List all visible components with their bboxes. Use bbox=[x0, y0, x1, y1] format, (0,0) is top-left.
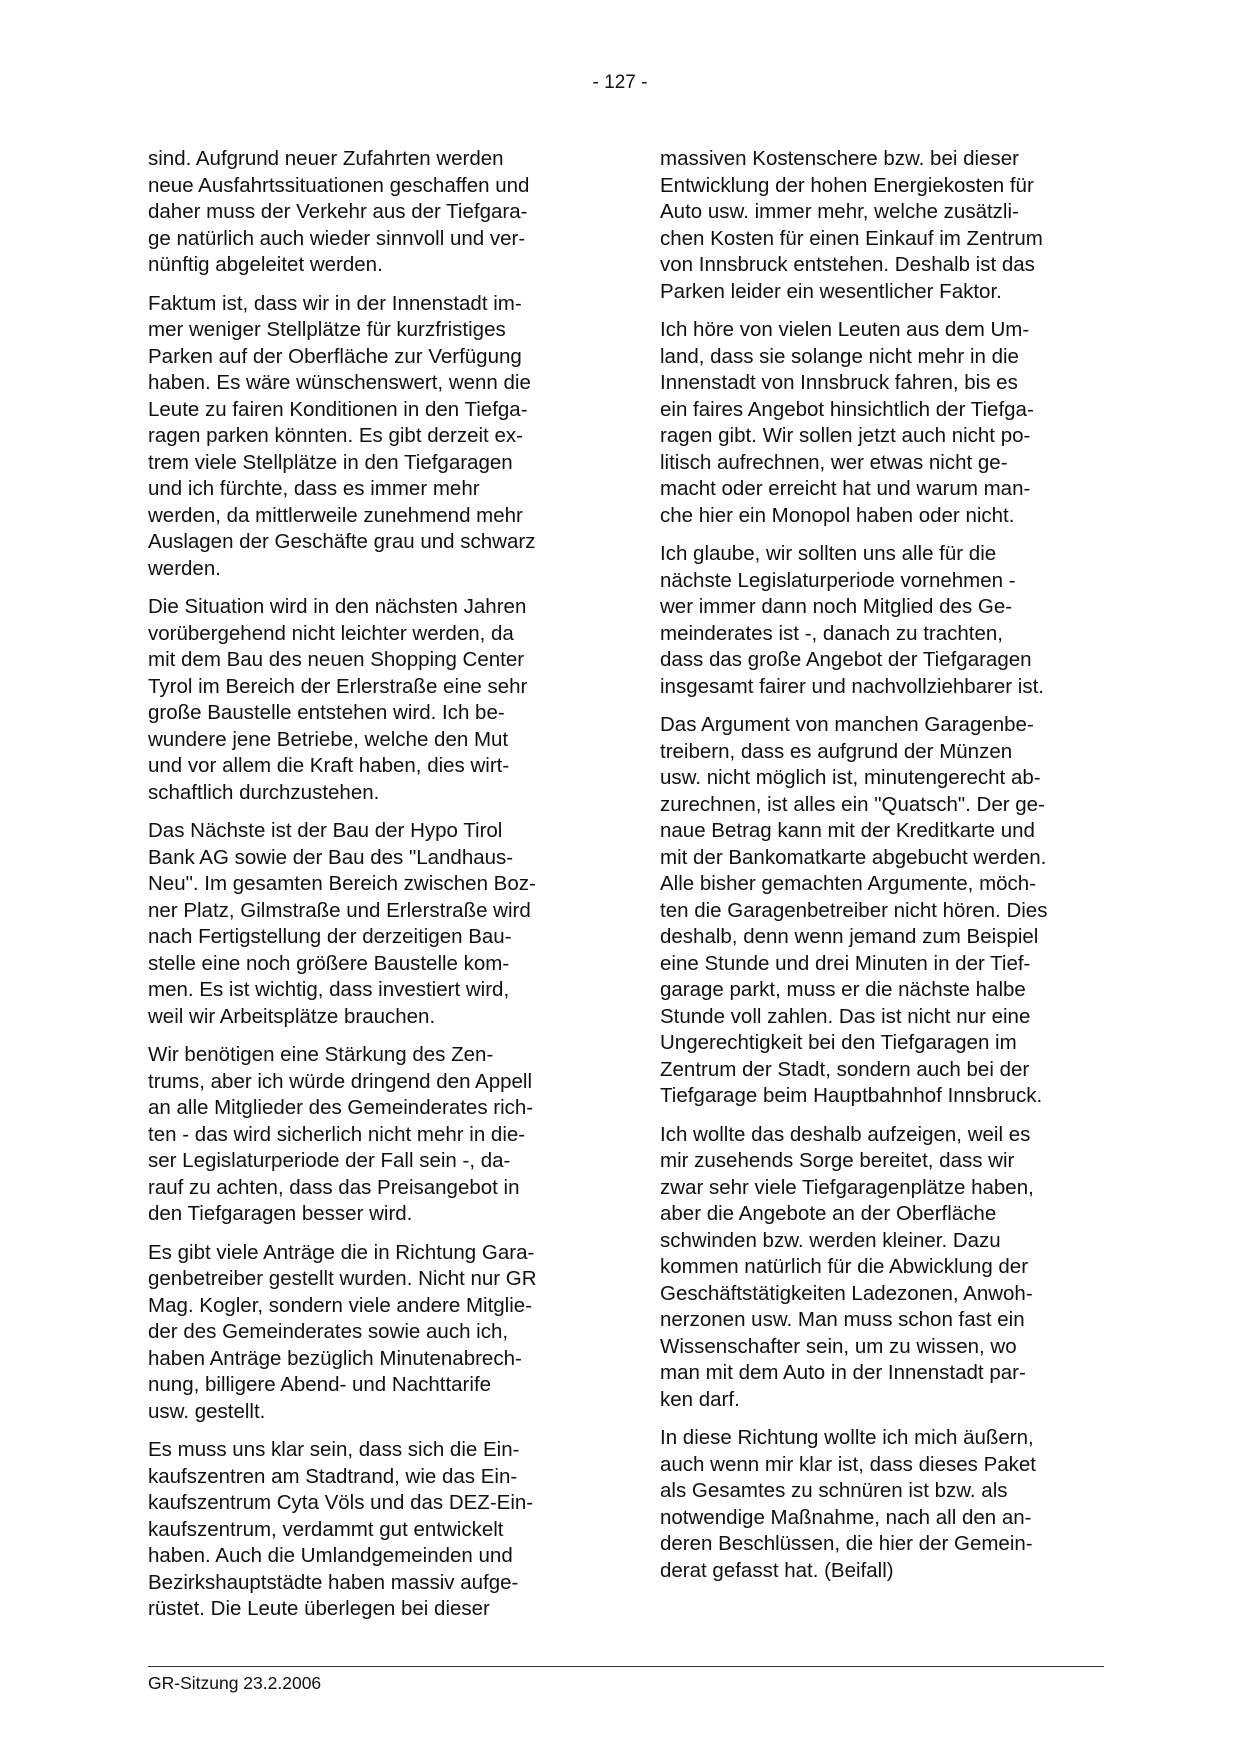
page-number: - 127 - bbox=[592, 72, 648, 93]
paragraph: Es muss uns klar sein, dass sich die Ein- kaufszentren am Stadtrand, wie das Ein- kaufszentrum Cyta Völs und das DEZ-Ein- kaufszentrum, verdammt gut entwickelt haben. Auch die Umlandgemeinden und Bezirkshauptstädte haben massiv aufge- rüstet. Die Leute überlegen bei dieser bbox=[148, 1438, 534, 1620]
paragraph: Faktum ist, dass wir in der Innenstadt im- mer weniger Stellplätze für kurzfristiges Parken auf der Oberfläche zur Verfügung haben. Es wäre wünschenswert, wenn die Leute zu fairen Konditionen in den Tiefga- ragen parken könnten. Es gibt derzeit ex- trem viele Stellplätze in den Tiefgaragen und ich fürchte, dass es immer mehr werden, da mittlerweile zunehmend mehr Auslagen der Geschäfte grau und schwarz werden. bbox=[148, 291, 536, 580]
paragraph: massiven Kostenschere bzw. bei dieser Entwicklung der hohen Energiekosten für Auto usw. immer mehr, welche zusätzli- chen Kosten für einen Einkauf im Zentrum von Innsbruck entstehen. Deshalb ist das Parken leider ein wesentlicher Faktor. bbox=[660, 147, 1043, 303]
paragraph: Das Nächste ist der Bau der Hypo Tirol Bank AG sowie der Bau des "Landhaus- Neu". Im gesamten Bereich zwischen Boz- ner Platz, Gilmstraße und Erlerstraße wird nach Fertigstellung der derzeitigen Bau- stelle eine noch größere Baustelle kom- men. Es ist wichtig, dass investiert wird, weil wir Arbeitsplätze brauchen. bbox=[148, 819, 536, 1028]
paragraph: Ich glaube, wir sollten uns alle für die nächste Legislaturperiode vornehmen - wer immer dann noch Mitglied des Ge- meinderates ist -, danach zu trachten, dass das große Angebot der Tiefgaragen insgesamt fairer und nachvollziehbarer ist. bbox=[660, 542, 1044, 698]
right-column bbox=[660, 146, 1100, 1596]
paragraph: In diese Richtung wollte ich mich äußern, auch wenn mir klar ist, dass dieses Paket als Gesamtes zu schnüren ist bzw. als notwendige Maßnahme, nach all den an- deren Beschlüssen, die hier der Gemein- derat gefasst hat. (Beifall) bbox=[660, 1426, 1036, 1582]
paragraph: Ich wollte das deshalb aufzeigen, weil es mir zusehends Sorge bereitet, dass wir zwar sehr viele Tiefgaragenplätze haben, aber die Angebote an der Oberfläche schwinden bzw. werden kleiner. Dazu kommen natürlich für die Abwicklung der Geschäftstätigkeiten Ladezonen, Anwoh- nerzonen usw. Man muss schon fast ein Wissenschafter sein, um zu wissen, wo man mit dem Auto in der Innenstadt par- ken darf. bbox=[660, 1122, 1034, 1411]
footer-text: GR-Sitzung 23.2.2006 bbox=[148, 1673, 322, 1693]
left-column bbox=[148, 146, 588, 1635]
paragraph: sind. Aufgrund neuer Zufahrten werden neue Ausfahrtssituationen geschaffen und daher muss der Verkehr aus der Tiefgara- ge natürlich auch wieder sinnvoll und ver- nünftig abgeleitet werden. bbox=[148, 147, 530, 276]
paragraph: Die Situation wird in den nächsten Jahren vorübergehend nicht leichter werden, da mit dem Bau des neuen Shopping Center Tyrol im Bereich der Erlerstraße eine sehr große Baustelle entstehen wird. Ich be- wundere jene Betriebe, welche den Mut und vor allem die Kraft haben, dies wirt- schaftlich durchzustehen. bbox=[148, 595, 528, 804]
footer-divider bbox=[148, 1666, 1104, 1667]
paragraph: Das Argument von manchen Garagenbe- treibern, dass es aufgrund der Münzen usw. nicht möglich ist, minutengerecht ab- zurechnen, ist alles ein "Quatsch". Der ge- naue Betrag kann mit der Kreditkarte und mit der Bankomatkarte abgebucht werden. Alle bisher gemachten Argumente, möch- ten die Garagenbetreiber nicht hören. Dies deshalb, denn wenn jemand zum Beispiel eine Stunde und drei Minuten in der Tief- garage parkt, muss er die nächste halbe Stunde voll zahlen. Das ist nicht nur eine Ungerechtigkeit bei den Tiefgaragen im Zentrum der Stadt, sondern auch bei der Tiefgarage beim Hauptbahnhof Innsbruck. bbox=[660, 713, 1048, 1107]
paragraph: Es gibt viele Anträge die in Richtung Gara- genbetreiber gestellt wurden. Nicht nur GR Mag. Kogler, sondern viele andere Mitglie- der des Gemeinderates sowie auch ich, haben Anträge bezüglich Minutenabrech- nung, billigere Abend- und Nachttarife usw. gestellt. bbox=[148, 1240, 537, 1423]
paragraph: Ich höre von vielen Leuten aus dem Um- land, dass sie solange nicht mehr in die Innenstadt von Innsbruck fahren, bis es ein faires Angebot hinsichtlich der Tiefga- ragen gibt. Wir sollen jetzt auch nicht po- litisch aufrechnen, wer etwas nicht ge- macht oder erreicht hat und warum man- che hier ein Monopol haben oder nicht. bbox=[660, 318, 1034, 527]
paragraph: Wir benötigen eine Stärkung des Zen- trums, aber ich würde dringend den Appell an alle Mitglieder des Gemeinderates rich- ten - das wird sicherlich nicht mehr in die- ser Legislaturperiode der Fall sein -, da- rauf zu achten, dass das Preisangebot in den Tiefgaragen besser wird. bbox=[148, 1043, 534, 1225]
